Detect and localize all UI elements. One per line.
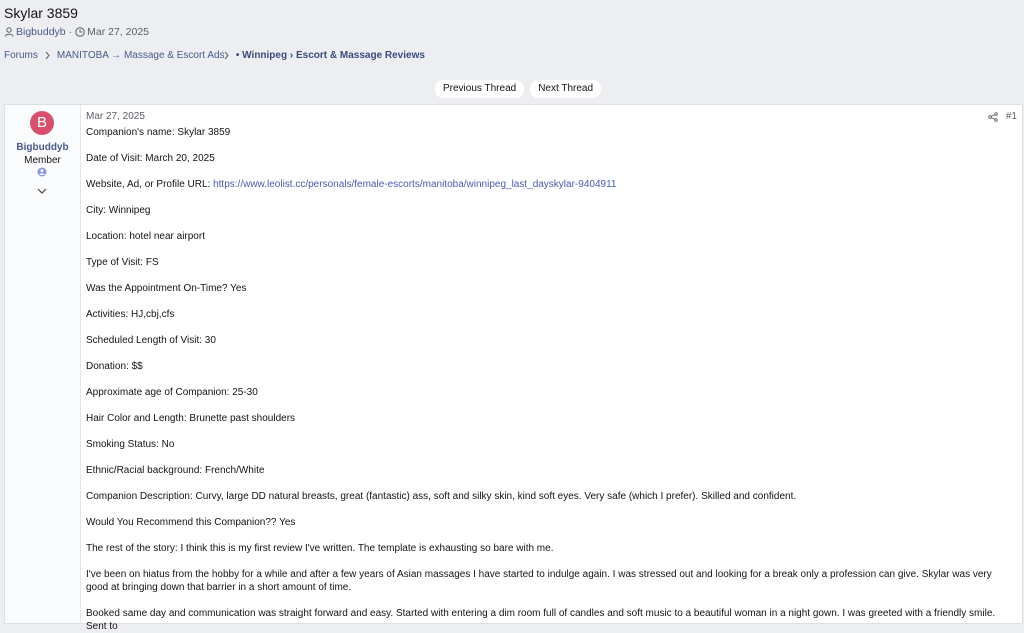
post-content xyxy=(86,126,1016,633)
post-user-cell xyxy=(5,105,81,623)
field-location: Location: hotel near airport xyxy=(86,231,205,242)
breadcrumb-forums[interactable]: Forums xyxy=(4,49,38,61)
post-date[interactable]: Mar 27, 2025 xyxy=(86,111,145,122)
field-approximate-age: Approximate age of Companion: 25-30 xyxy=(86,387,258,398)
chevron-right-icon xyxy=(44,51,51,60)
field-rest-of-story: The rest of the story: I think this is my first review I've written. The template is exhausting so bare with me. xyxy=(86,543,554,554)
field-recommend: Would You Recommend this Companion?? Yes xyxy=(86,517,296,528)
field-city: City: Winnipeg xyxy=(86,205,151,216)
previous-thread-button[interactable]: Previous Thread xyxy=(435,80,524,98)
post-number-link[interactable]: #1 xyxy=(1005,111,1017,122)
thread-title: Skylar 3859 xyxy=(4,5,78,21)
breadcrumb xyxy=(4,48,425,62)
post xyxy=(4,104,1023,632)
post-username[interactable]: Bigbuddyb xyxy=(16,142,69,153)
user-icon xyxy=(4,27,14,37)
chevron-down-icon[interactable] xyxy=(37,187,47,195)
thread-header xyxy=(4,4,149,39)
field-scheduled-length: Scheduled Length of Visit: 30 xyxy=(86,335,216,346)
field-on-time: Was the Appointment On-Time? Yes xyxy=(86,283,247,294)
thread-meta xyxy=(4,25,149,39)
field-activities: Activities: HJ,cbj,cfs xyxy=(86,309,175,320)
clock-icon xyxy=(75,27,85,37)
field-smoking: Smoking Status: No xyxy=(86,439,175,450)
user-badge-icon xyxy=(37,167,47,177)
share-icon[interactable] xyxy=(988,112,998,122)
field-date-of-visit: Date of Visit: March 20, 2025 xyxy=(86,153,215,164)
profile-url-link[interactable]: https://www.leolist.cc/personals/female-escorts/manitoba/winnipeg_last_dayskylar-9404911 xyxy=(213,179,617,190)
field-ethnic-background: Ethnic/Racial background: French/White xyxy=(86,465,265,476)
field-donation: Donation: $$ xyxy=(86,361,143,372)
avatar[interactable]: B xyxy=(30,111,54,135)
next-thread-button[interactable]: Next Thread xyxy=(530,80,601,98)
story-paragraph: Booked same day and communication was straight forward and easy. Started with entering a dim room full of candles and soft music to a beautiful woman in a night gown. I was greeted with a friendly smile. Sent to xyxy=(86,608,996,632)
chevron-right-icon xyxy=(223,51,230,60)
field-profile-url: Website, Ad, or Profile URL: https://www.leolist.cc/personals/female-escorts/manitoba/winnipeg_last_dayskylar-9404911 xyxy=(86,179,617,190)
breadcrumb-current[interactable]: • Winnipeg › Escort & Massage Reviews xyxy=(235,49,425,61)
thread-date[interactable]: Mar 27, 2025 xyxy=(87,26,149,38)
field-hair: Hair Color and Length: Brunette past shoulders xyxy=(86,413,296,424)
field-description: Companion Description: Curvy, large DD natural breasts, great (fantastic) ass, soft and silky skin, kind soft eyes. Very safe (which I prefer). Skilled and confident. xyxy=(86,491,797,502)
field-type-of-visit: Type of Visit: FS xyxy=(86,257,159,268)
thread-navigation xyxy=(435,80,601,98)
meta-separator: · xyxy=(68,26,73,38)
thread-author-link[interactable]: Bigbuddyb xyxy=(16,26,66,38)
field-companion-name: Companion's name: Skylar 3859 xyxy=(86,127,231,138)
story-paragraph: I've been on hiatus from the hobby for a while and after a few years of Asian massages I have started to indulge again. I was stressed out and looking for a break only a profession can give. Skylar was very good at bringing down that barrier in a short amount of time. xyxy=(86,569,992,593)
breadcrumb-manitoba[interactable]: MANITOBA → Massage & Escort Ads xyxy=(56,49,225,61)
post-user-title: Member xyxy=(24,155,61,166)
